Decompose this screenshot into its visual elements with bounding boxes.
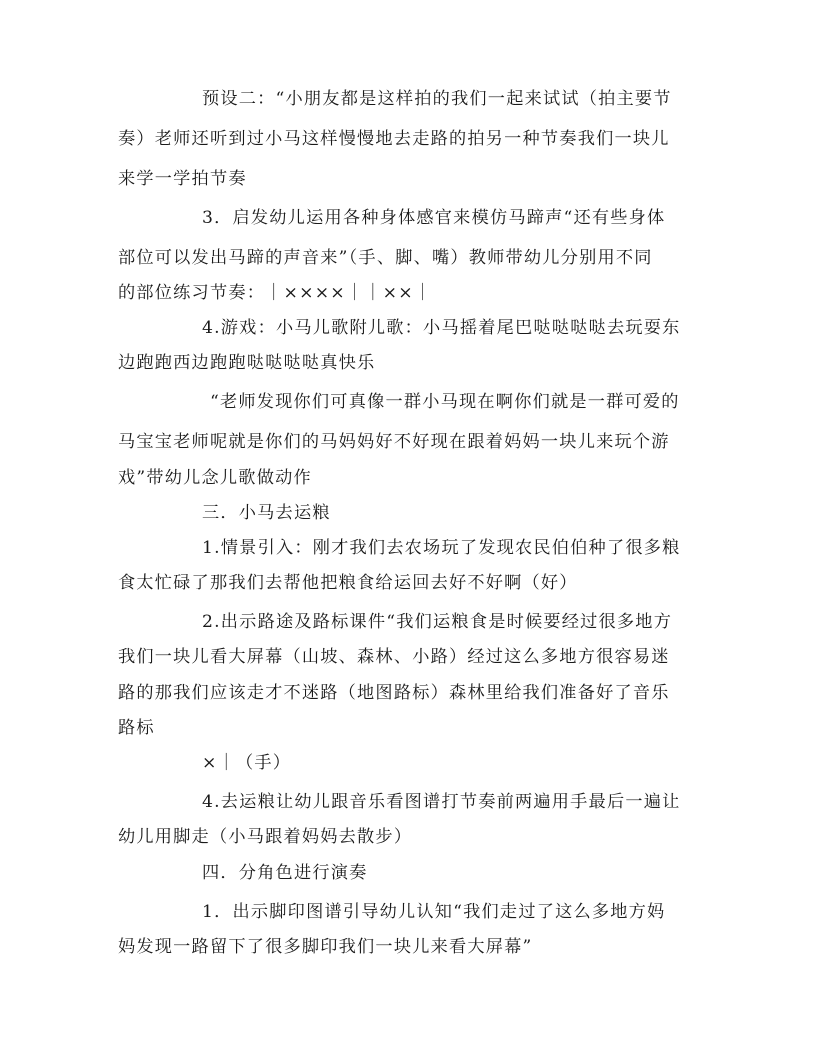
text-line: 边跑跑西边跑跑哒哒哒哒真快乐: [118, 353, 376, 373]
text-line: 3．启发幼儿运用各种身体感官来模仿马蹄声“还有些身体: [202, 208, 666, 228]
text-line: 幼儿用脚走（小马跟着妈妈去散步）: [118, 827, 413, 847]
text-line: 1．出示脚印图谱引导幼儿认知“我们走过了这么多地方妈: [202, 902, 666, 922]
text-line: 戏”带幼儿念儿歌做动作: [118, 468, 312, 488]
text-line: 食太忙碌了那我们去帮他把粮食给运回去好不好啊（好）: [118, 573, 578, 593]
text-line: 部位可以发出马蹄的声音来”（手、脚、嘴）教师带幼儿分别用不同: [118, 248, 653, 268]
text-line: 路的那我们应该走才不迷路（地图路标）森林里给我们准备好了音乐: [118, 683, 670, 703]
text-line: 1.情景引入：刚才我们去农场玩了发现农民伯伯种了很多粮: [202, 538, 681, 558]
text-line: 路标: [118, 718, 155, 738]
text-line: ×｜（手）: [202, 753, 292, 773]
section-heading: 四．分角色进行演奏: [202, 863, 368, 883]
text-line: 我们一块儿看大屏幕（山坡、森林、小路）经过这么多地方很容易迷: [118, 647, 670, 667]
text-line: 马宝宝老师呢就是你们的马妈妈好不好现在跟着妈妈一块儿来玩个游: [118, 432, 670, 452]
text-line: 奏）老师还听到过小马这样慢慢地去走路的拍另一种节奏我们一块儿: [118, 129, 670, 149]
text-line: 2.出示路途及路标课件“我们运粮食是时候要经过很多地方: [202, 612, 673, 632]
text-line: 妈发现一路留下了很多脚印我们一块儿来看大屏幕”: [118, 937, 533, 957]
text-line: 来学一学拍节奏: [118, 169, 247, 189]
text-line: 的部位练习节奏：｜××××｜｜××｜: [118, 283, 433, 303]
text-line: 预设二：“小朋友都是这样拍的我们一起来试试（拍主要节: [202, 89, 672, 109]
text-line: “老师发现你们可真像一群小马现在啊你们就是一群可爱的: [210, 392, 680, 412]
text-line: 4.游戏：小马儿歌附儿歌：小马摇着尾巴哒哒哒哒去玩耍东: [202, 318, 681, 338]
text-line: 4.去运粮让幼儿跟音乐看图谱打节奏前两遍用手最后一遍让: [202, 792, 681, 812]
section-heading: 三．小马去运粮: [202, 503, 331, 523]
